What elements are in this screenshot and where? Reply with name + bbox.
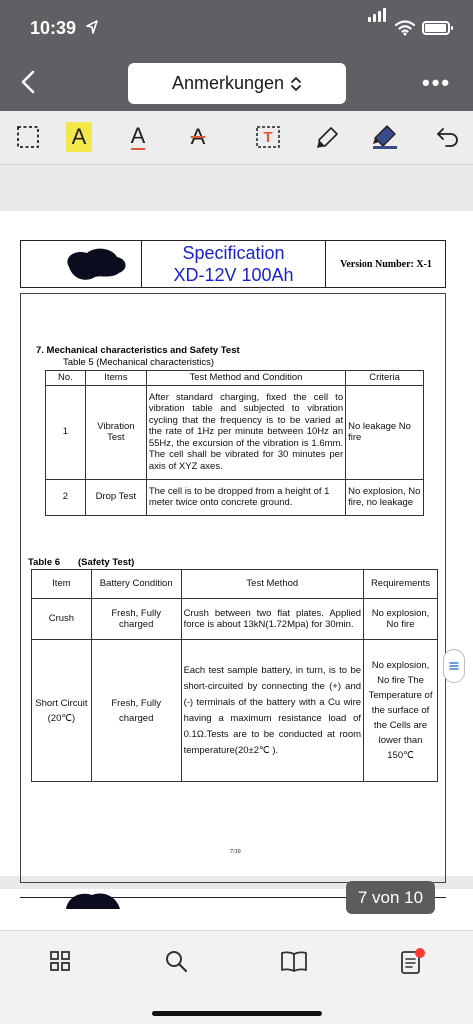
highlighter-tool[interactable] bbox=[370, 122, 400, 152]
annotation-toolbar bbox=[0, 111, 473, 165]
svg-text:T: T bbox=[263, 129, 273, 146]
spec-title: Specification bbox=[182, 243, 285, 263]
table-header-cell: Item bbox=[32, 570, 92, 599]
bookmarks-icon bbox=[280, 950, 308, 972]
row-item: Crush bbox=[32, 599, 92, 640]
table-header-cell: Requirements bbox=[364, 570, 438, 599]
row-criteria: No explosion, No fire, no leakage bbox=[346, 479, 424, 515]
table-row bbox=[32, 640, 438, 782]
redacted-logo bbox=[62, 891, 122, 911]
row-number: 1 bbox=[46, 385, 86, 479]
underline-text-icon: A bbox=[130, 123, 146, 148]
undo-icon bbox=[436, 126, 460, 148]
spec-title-cell bbox=[141, 241, 326, 287]
status-time: 10:39 bbox=[30, 18, 77, 38]
table6-label: Table 6 bbox=[28, 557, 61, 568]
pdf-page bbox=[0, 211, 473, 876]
table5-mechanical bbox=[45, 370, 424, 516]
rect-select-tool[interactable] bbox=[14, 122, 42, 152]
bookmarks-button[interactable] bbox=[280, 947, 308, 975]
textbox-tool[interactable] bbox=[254, 122, 282, 152]
row-item: Short Circuit (20℃) bbox=[32, 640, 92, 782]
highlight-text-tool[interactable] bbox=[66, 122, 92, 152]
table-header-row bbox=[32, 570, 438, 599]
table5-caption: Table 5 (Mechanical characteristics) bbox=[63, 357, 215, 368]
page-number: 7/10 bbox=[230, 849, 241, 855]
document-scroll-area[interactable] bbox=[0, 165, 473, 936]
pen-icon bbox=[315, 124, 341, 150]
strikethrough-text-icon: A bbox=[190, 124, 206, 149]
bottom-toolbar bbox=[0, 930, 473, 1024]
more-button[interactable]: ••• bbox=[422, 70, 452, 95]
back-button[interactable] bbox=[14, 66, 42, 98]
grid-view-icon bbox=[49, 950, 71, 972]
table6-safety bbox=[31, 569, 438, 782]
table-header-cell: Items bbox=[85, 371, 146, 386]
underline-text-tool[interactable] bbox=[124, 122, 152, 152]
row-requirements: No explosion, No fire The Temperature of the surface of the Cells are lower than 150℃ bbox=[364, 640, 438, 782]
textbox-icon bbox=[255, 125, 281, 149]
table-header-cell: No. bbox=[46, 371, 86, 386]
row-requirements: No explosion, No fire bbox=[364, 599, 438, 640]
table-header-cell: Test Method bbox=[181, 570, 363, 599]
search-button[interactable] bbox=[162, 947, 190, 975]
row-method: The cell is to be dropped from a height of 1 meter twice onto concrete ground. bbox=[146, 479, 345, 515]
table-row bbox=[46, 479, 424, 515]
table-header-cell: Test Method and Condition bbox=[146, 371, 345, 386]
row-method: Each test sample battery, in turn, is to be short-circuited by connecting the (+) and (-) terminals of the battery with a Cu wire having a maximum resistance load of 0.1Ω.Tests are to be conducted at room temperature(20±2℃ ). bbox=[181, 640, 363, 782]
row-method: Crush between two flat plates. Applied force is about 13kN(1.72Mpa) for 30min. bbox=[181, 599, 363, 640]
row-item: Vibration Test bbox=[85, 385, 146, 479]
section-title: 7. Mechanical characteristics and Safety Test bbox=[36, 345, 240, 356]
location-arrow-icon bbox=[86, 20, 98, 34]
row-item: Drop Test bbox=[85, 479, 146, 515]
row-method: After standard charging, fixed the cell to vibration table and subjected to vibration cycling that the frequency is to be varied at the rate of 1Hz per minute between 10Hz an 55Hz, the excursion of the vibration is 1.6mm. The cell shall be vibrated for 30 minutes per axis of XYZ axes. bbox=[146, 385, 345, 479]
row-condition: Fresh, Fully charged bbox=[91, 599, 181, 640]
strikethrough-text-tool[interactable] bbox=[184, 122, 212, 152]
chevron-updown-icon bbox=[290, 76, 302, 92]
pen-tool[interactable] bbox=[314, 122, 342, 152]
rect-select-icon bbox=[16, 125, 40, 149]
highlight-text-icon: A bbox=[71, 124, 87, 149]
search-icon bbox=[164, 949, 188, 973]
document-header bbox=[20, 240, 446, 288]
table-header-row bbox=[46, 371, 424, 386]
annotation-mode-selector[interactable] bbox=[128, 63, 346, 104]
page-indicator: 7 von 10 bbox=[346, 881, 435, 914]
redacted-logo bbox=[61, 247, 131, 281]
row-number: 2 bbox=[46, 479, 86, 515]
wifi-icon bbox=[395, 20, 415, 36]
undo-button[interactable] bbox=[434, 122, 462, 152]
table6-caption: (Safety Test) bbox=[78, 557, 135, 568]
mode-title: Anmerkungen bbox=[171, 73, 285, 93]
top-bar bbox=[0, 0, 473, 111]
chevron-left-icon bbox=[21, 70, 35, 94]
table-header-cell: Battery Condition bbox=[91, 570, 181, 599]
scroll-handle[interactable] bbox=[443, 649, 465, 683]
table-row bbox=[46, 385, 424, 479]
home-indicator bbox=[152, 1011, 322, 1016]
menu-lines-icon bbox=[449, 661, 459, 671]
highlighter-icon bbox=[371, 124, 399, 150]
version-number: Version Number: X-1 bbox=[340, 258, 432, 270]
table-row bbox=[32, 599, 438, 640]
annotations-list-icon bbox=[398, 947, 426, 975]
battery-icon bbox=[422, 21, 450, 35]
row-condition: Fresh, Fully charged bbox=[91, 640, 181, 782]
annotations-list-button[interactable] bbox=[398, 947, 426, 975]
row-criteria: No leakage No fire bbox=[346, 385, 424, 479]
spec-model: XD-12V 100Ah bbox=[173, 265, 294, 285]
table-header-cell: Criteria bbox=[346, 371, 424, 386]
thumbnails-button[interactable] bbox=[46, 947, 74, 975]
